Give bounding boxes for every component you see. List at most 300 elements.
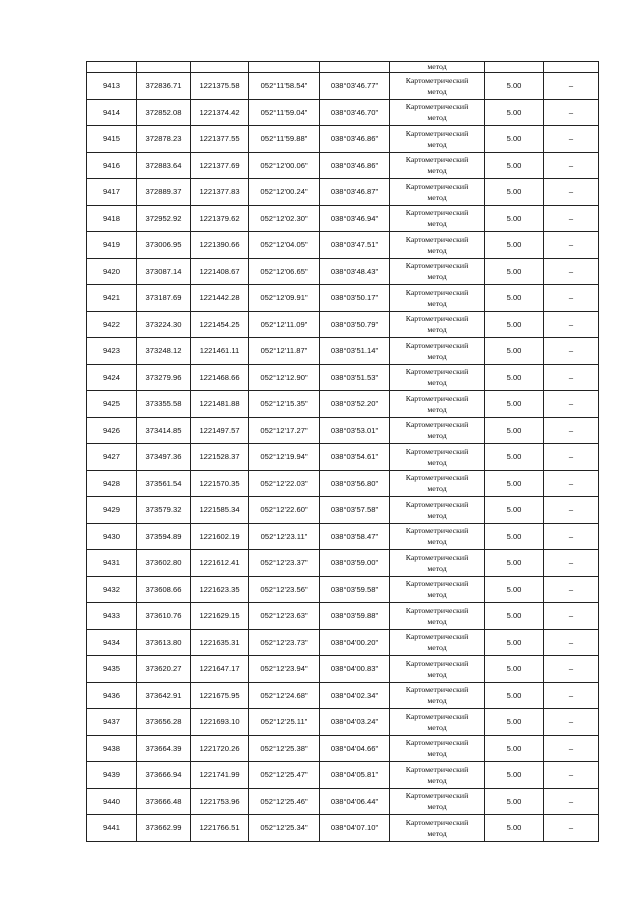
table-row: [87, 815, 599, 842]
cell-longitude: 038°04'04.66": [320, 735, 390, 762]
method-line-1: Картометрический: [405, 817, 469, 827]
cell-method: [390, 258, 485, 285]
method-line-2: метод: [427, 272, 447, 282]
cell-x-coordinate: 373602.80: [137, 550, 191, 577]
cell-longitude: 038°03'59.00": [320, 550, 390, 577]
cell-accuracy: 5.00: [485, 762, 544, 789]
cell-note: –: [544, 550, 599, 577]
cell-x-coordinate: 373224.30: [137, 311, 191, 338]
cell-empty: [485, 62, 544, 73]
cell-method: [390, 99, 485, 126]
cell-y-coordinate: 1221454.25: [191, 311, 249, 338]
table-row: [87, 470, 599, 497]
cell-y-coordinate: 1221528.37: [191, 444, 249, 471]
method-line-2: метод: [427, 484, 447, 494]
cell-y-coordinate: 1221585.34: [191, 497, 249, 524]
cell-point-number: 9435: [87, 656, 137, 683]
cell-method: [390, 550, 485, 577]
cell-latitude: 052°12'11.09": [249, 311, 320, 338]
cell-x-coordinate: 373187.69: [137, 285, 191, 312]
cell-method: [390, 73, 485, 100]
cell-accuracy: 5.00: [485, 99, 544, 126]
cell-note: –: [544, 99, 599, 126]
cell-method: [390, 735, 485, 762]
method-line-2: метод: [427, 113, 447, 123]
method-line-2: метод: [427, 643, 447, 653]
cell-latitude: 052°12'23.11": [249, 523, 320, 550]
cell-y-coordinate: 1221481.88: [191, 391, 249, 418]
method-line-1: Картометрический: [405, 738, 469, 748]
method-line-1: Картометрический: [405, 791, 469, 801]
cell-longitude: 038°03'46.70": [320, 99, 390, 126]
cell-accuracy: 5.00: [485, 682, 544, 709]
method-line-1: Картометрический: [405, 367, 469, 377]
cell-note: –: [544, 603, 599, 630]
cell-x-coordinate: 373656.28: [137, 709, 191, 736]
cell-accuracy: 5.00: [485, 603, 544, 630]
cell-method: [390, 709, 485, 736]
cell-x-coordinate: 373006.95: [137, 232, 191, 259]
cell-longitude: 038°03'51.14": [320, 338, 390, 365]
cell-longitude: 038°04'02.34": [320, 682, 390, 709]
cell-accuracy: 5.00: [485, 179, 544, 206]
cell-point-number: 9430: [87, 523, 137, 550]
method-line-2: метод: [427, 616, 447, 626]
cell-x-coordinate: 372952.92: [137, 205, 191, 232]
table-body: [87, 62, 599, 842]
cell-method: [390, 603, 485, 630]
cell-longitude: 038°04'00.83": [320, 656, 390, 683]
cell-point-number: 9413: [87, 73, 137, 100]
method-line-1: Картометрический: [405, 711, 469, 721]
cell-point-number: 9414: [87, 99, 137, 126]
cell-longitude: 038°03'46.94": [320, 205, 390, 232]
cell-method: [390, 629, 485, 656]
coordinates-table: [86, 61, 599, 842]
table-row: [87, 338, 599, 365]
method-line-2: метод: [427, 298, 447, 308]
cell-note: –: [544, 364, 599, 391]
cell-latitude: 052°12'23.73": [249, 629, 320, 656]
cell-latitude: 052°12'09.91": [249, 285, 320, 312]
method-line-2: метод: [427, 139, 447, 149]
cell-note: –: [544, 762, 599, 789]
cell-latitude: 052°12'15.35": [249, 391, 320, 418]
cell-empty: [191, 62, 249, 73]
cell-y-coordinate: 1221623.35: [191, 576, 249, 603]
cell-longitude: 038°03'46.86": [320, 152, 390, 179]
method-line-2: метод: [427, 510, 447, 520]
cell-empty: [137, 62, 191, 73]
cell-latitude: 052°12'25.46": [249, 788, 320, 815]
method-line-1: Картометрический: [405, 102, 469, 112]
table-row: [87, 444, 599, 471]
cell-note: –: [544, 126, 599, 153]
cell-latitude: 052°12'02.30": [249, 205, 320, 232]
cell-note: –: [544, 311, 599, 338]
cell-method: [390, 497, 485, 524]
cell-latitude: 052°12'23.63": [249, 603, 320, 630]
table-row: [87, 285, 599, 312]
cell-note: –: [544, 285, 599, 312]
cell-accuracy: 5.00: [485, 205, 544, 232]
cell-accuracy: 5.00: [485, 311, 544, 338]
cell-accuracy: 5.00: [485, 391, 544, 418]
method-line-1: Картометрический: [405, 605, 469, 615]
cell-method: [390, 523, 485, 550]
cell-note: –: [544, 815, 599, 842]
cell-latitude: 052°12'00.06": [249, 152, 320, 179]
cell-empty: [249, 62, 320, 73]
table-row: [87, 788, 599, 815]
method-line-1: Картометрический: [405, 181, 469, 191]
cell-accuracy: 5.00: [485, 364, 544, 391]
table-row: [87, 523, 599, 550]
method-line-2: метод: [427, 775, 447, 785]
cell-y-coordinate: 1221374.42: [191, 99, 249, 126]
table-row: [87, 364, 599, 391]
method-line-2: метод: [427, 404, 447, 414]
cell-method: [390, 126, 485, 153]
cell-point-number: 9436: [87, 682, 137, 709]
cell-note: –: [544, 788, 599, 815]
cell-point-number: 9440: [87, 788, 137, 815]
cell-point-number: 9424: [87, 364, 137, 391]
cell-point-number: 9427: [87, 444, 137, 471]
cell-x-coordinate: 373642.91: [137, 682, 191, 709]
table-row: [87, 417, 599, 444]
cell-point-number: 9421: [87, 285, 137, 312]
cell-longitude: 038°03'53.01": [320, 417, 390, 444]
cell-accuracy: 5.00: [485, 444, 544, 471]
method-line-2: метод: [427, 590, 447, 600]
table-row: [87, 762, 599, 789]
cell-x-coordinate: 372836.71: [137, 73, 191, 100]
cell-note: –: [544, 417, 599, 444]
method-line-2: метод: [427, 828, 447, 838]
cell-point-number: 9432: [87, 576, 137, 603]
cell-y-coordinate: 1221377.55: [191, 126, 249, 153]
cell-empty: [87, 62, 137, 73]
method-line-1: Картометрический: [405, 632, 469, 642]
cell-point-number: 9415: [87, 126, 137, 153]
cell-note: –: [544, 523, 599, 550]
cell-note: –: [544, 338, 599, 365]
cell-method: [390, 285, 485, 312]
table-row: [87, 497, 599, 524]
table-row: [87, 126, 599, 153]
method-line-1: Картометрический: [405, 393, 469, 403]
cell-note: –: [544, 576, 599, 603]
cell-y-coordinate: 1221497.57: [191, 417, 249, 444]
cell-latitude: 052°12'19.94": [249, 444, 320, 471]
cell-y-coordinate: 1221602.19: [191, 523, 249, 550]
cell-x-coordinate: 373497.36: [137, 444, 191, 471]
method-line-2: метод: [427, 802, 447, 812]
method-line-2: метод: [427, 457, 447, 467]
cell-point-number: 9438: [87, 735, 137, 762]
cell-y-coordinate: 1221375.58: [191, 73, 249, 100]
cell-point-number: 9416: [87, 152, 137, 179]
cell-point-number: 9433: [87, 603, 137, 630]
method-line-2: метод: [427, 325, 447, 335]
cell-accuracy: 5.00: [485, 417, 544, 444]
cell-y-coordinate: 1221442.28: [191, 285, 249, 312]
cell-latitude: 052°12'06.65": [249, 258, 320, 285]
cell-y-coordinate: 1221468.66: [191, 364, 249, 391]
cell-accuracy: 5.00: [485, 656, 544, 683]
cell-note: –: [544, 232, 599, 259]
table-row-continued: [87, 62, 599, 73]
cell-y-coordinate: 1221570.35: [191, 470, 249, 497]
cell-point-number: 9420: [87, 258, 137, 285]
cell-latitude: 052°12'23.37": [249, 550, 320, 577]
cell-note: –: [544, 205, 599, 232]
cell-latitude: 052°12'12.90": [249, 364, 320, 391]
method-line-2: метод: [427, 749, 447, 759]
cell-point-number: 9426: [87, 417, 137, 444]
cell-latitude: 052°12'24.68": [249, 682, 320, 709]
cell-longitude: 038°03'59.88": [320, 603, 390, 630]
cell-longitude: 038°04'05.81": [320, 762, 390, 789]
cell-x-coordinate: 372852.08: [137, 99, 191, 126]
cell-method: [390, 364, 485, 391]
cell-x-coordinate: 373579.32: [137, 497, 191, 524]
method-line-2: метод: [427, 86, 447, 96]
cell-method: [390, 656, 485, 683]
cell-point-number: 9434: [87, 629, 137, 656]
cell-latitude: 052°12'25.38": [249, 735, 320, 762]
cell-method: [390, 311, 485, 338]
cell-latitude: 052°12'23.56": [249, 576, 320, 603]
method-line-1: Картометрический: [405, 658, 469, 668]
cell-longitude: 038°03'52.20": [320, 391, 390, 418]
cell-x-coordinate: 373594.89: [137, 523, 191, 550]
table-row: [87, 603, 599, 630]
cell-latitude: 052°12'17.27": [249, 417, 320, 444]
table-row: [87, 258, 599, 285]
cell-method: [390, 205, 485, 232]
cell-accuracy: 5.00: [485, 576, 544, 603]
method-line-1: Картометрический: [405, 579, 469, 589]
cell-latitude: 052°12'23.94": [249, 656, 320, 683]
cell-longitude: 038°03'46.77": [320, 73, 390, 100]
cell-y-coordinate: 1221693.10: [191, 709, 249, 736]
cell-point-number: 9422: [87, 311, 137, 338]
method-line-1: Картометрический: [405, 526, 469, 536]
table-row: [87, 179, 599, 206]
table-row: [87, 550, 599, 577]
method-line-1: Картометрический: [405, 420, 469, 430]
cell-y-coordinate: 1221612.41: [191, 550, 249, 577]
cell-latitude: 052°12'00.24": [249, 179, 320, 206]
method-line-2: метод: [427, 219, 447, 229]
method-line-1: Картометрический: [405, 287, 469, 297]
cell-method: [390, 444, 485, 471]
table-row: [87, 735, 599, 762]
cell-x-coordinate: 373279.96: [137, 364, 191, 391]
method-line-2: метод: [427, 166, 447, 176]
cell-y-coordinate: 1221377.83: [191, 179, 249, 206]
cell-method: [390, 815, 485, 842]
cell-method: [390, 470, 485, 497]
cell-longitude: 038°04'06.44": [320, 788, 390, 815]
cell-longitude: 038°03'46.86": [320, 126, 390, 153]
method-line-2: метод: [427, 722, 447, 732]
cell-y-coordinate: 1221675.95: [191, 682, 249, 709]
cell-longitude: 038°03'59.58": [320, 576, 390, 603]
cell-note: –: [544, 470, 599, 497]
cell-accuracy: 5.00: [485, 285, 544, 312]
cell-empty: [320, 62, 390, 73]
cell-y-coordinate: 1221408.67: [191, 258, 249, 285]
cell-longitude: 038°03'57.58": [320, 497, 390, 524]
cell-x-coordinate: 373355.58: [137, 391, 191, 418]
cell-y-coordinate: 1221629.15: [191, 603, 249, 630]
cell-point-number: 9437: [87, 709, 137, 736]
cell-note: –: [544, 735, 599, 762]
cell-latitude: 052°11'59.04": [249, 99, 320, 126]
cell-latitude: 052°12'25.11": [249, 709, 320, 736]
cell-x-coordinate: 373620.27: [137, 656, 191, 683]
table-row: [87, 205, 599, 232]
method-line-2: метод: [427, 537, 447, 547]
cell-latitude: 052°12'25.47": [249, 762, 320, 789]
method-line-1: Картометрический: [405, 446, 469, 456]
cell-x-coordinate: 373561.54: [137, 470, 191, 497]
method-line-1: Картометрический: [405, 499, 469, 509]
method-line-1: Картометрический: [405, 261, 469, 271]
cell-accuracy: 5.00: [485, 629, 544, 656]
cell-accuracy: 5.00: [485, 258, 544, 285]
cell-latitude: 052°11'59.88": [249, 126, 320, 153]
table-row: [87, 682, 599, 709]
cell-x-coordinate: 373664.39: [137, 735, 191, 762]
cell-point-number: 9418: [87, 205, 137, 232]
cell-longitude: 038°03'46.87": [320, 179, 390, 206]
cell-method: [390, 391, 485, 418]
cell-latitude: 052°12'22.03": [249, 470, 320, 497]
method-line-1: Картометрический: [405, 75, 469, 85]
cell-accuracy: 5.00: [485, 497, 544, 524]
cell-x-coordinate: 373666.94: [137, 762, 191, 789]
cell-method-continued: метод: [390, 62, 485, 73]
method-line-1: Картометрический: [405, 208, 469, 218]
cell-longitude: 038°03'47.51": [320, 232, 390, 259]
cell-x-coordinate: 373666.48: [137, 788, 191, 815]
cell-method: [390, 417, 485, 444]
method-line-2: метод: [427, 431, 447, 441]
cell-y-coordinate: 1221635.31: [191, 629, 249, 656]
method-line-2: метод: [427, 245, 447, 255]
cell-note: –: [544, 179, 599, 206]
method-line-2: метод: [427, 563, 447, 573]
cell-accuracy: 5.00: [485, 815, 544, 842]
method-line-1: Картометрический: [405, 552, 469, 562]
cell-point-number: 9431: [87, 550, 137, 577]
cell-longitude: 038°04'03.24": [320, 709, 390, 736]
table-row: [87, 391, 599, 418]
cell-point-number: 9429: [87, 497, 137, 524]
cell-accuracy: 5.00: [485, 338, 544, 365]
cell-note: –: [544, 152, 599, 179]
cell-x-coordinate: 373087.14: [137, 258, 191, 285]
table-row: [87, 73, 599, 100]
cell-longitude: 038°03'58.47": [320, 523, 390, 550]
cell-accuracy: 5.00: [485, 735, 544, 762]
cell-x-coordinate: 373662.99: [137, 815, 191, 842]
cell-method: [390, 576, 485, 603]
table-row: [87, 576, 599, 603]
cell-latitude: 052°12'22.60": [249, 497, 320, 524]
cell-accuracy: 5.00: [485, 550, 544, 577]
cell-y-coordinate: 1221720.26: [191, 735, 249, 762]
cell-latitude: 052°12'25.34": [249, 815, 320, 842]
method-line-1: Картометрический: [405, 685, 469, 695]
cell-note: –: [544, 656, 599, 683]
cell-y-coordinate: 1221379.62: [191, 205, 249, 232]
cell-point-number: 9441: [87, 815, 137, 842]
cell-method: [390, 682, 485, 709]
method-line-1: Картометрический: [405, 764, 469, 774]
cell-y-coordinate: 1221741.99: [191, 762, 249, 789]
cell-point-number: 9419: [87, 232, 137, 259]
cell-y-coordinate: 1221647.17: [191, 656, 249, 683]
method-line-1: Картометрический: [405, 155, 469, 165]
cell-point-number: 9425: [87, 391, 137, 418]
method-line-1: Картометрический: [405, 340, 469, 350]
cell-y-coordinate: 1221766.51: [191, 815, 249, 842]
cell-y-coordinate: 1221390.66: [191, 232, 249, 259]
cell-note: –: [544, 258, 599, 285]
cell-method: [390, 232, 485, 259]
cell-point-number: 9417: [87, 179, 137, 206]
cell-empty: [544, 62, 599, 73]
method-line-1: Картометрический: [405, 234, 469, 244]
cell-x-coordinate: 373610.76: [137, 603, 191, 630]
cell-method: [390, 152, 485, 179]
cell-accuracy: 5.00: [485, 709, 544, 736]
table-row: [87, 99, 599, 126]
cell-note: –: [544, 497, 599, 524]
cell-note: –: [544, 444, 599, 471]
cell-x-coordinate: 372878.23: [137, 126, 191, 153]
table-row: [87, 311, 599, 338]
cell-longitude: 038°03'48.43": [320, 258, 390, 285]
cell-x-coordinate: 373613.80: [137, 629, 191, 656]
cell-y-coordinate: 1221461.11: [191, 338, 249, 365]
method-line-2: метод: [427, 669, 447, 679]
cell-longitude: 038°04'00.20": [320, 629, 390, 656]
cell-point-number: 9439: [87, 762, 137, 789]
method-line-2: метод: [427, 378, 447, 388]
cell-longitude: 038°03'56.80": [320, 470, 390, 497]
method-line-1: Картометрический: [405, 314, 469, 324]
cell-method: [390, 338, 485, 365]
cell-y-coordinate: 1221753.96: [191, 788, 249, 815]
cell-latitude: 052°11'58.54": [249, 73, 320, 100]
cell-x-coordinate: 373414.85: [137, 417, 191, 444]
cell-longitude: 038°04'07.10": [320, 815, 390, 842]
cell-note: –: [544, 629, 599, 656]
cell-x-coordinate: 372889.37: [137, 179, 191, 206]
cell-accuracy: 5.00: [485, 152, 544, 179]
cell-longitude: 038°03'50.79": [320, 311, 390, 338]
cell-longitude: 038°03'50.17": [320, 285, 390, 312]
cell-method: [390, 788, 485, 815]
table-row: [87, 656, 599, 683]
method-line-1: Картометрический: [405, 473, 469, 483]
